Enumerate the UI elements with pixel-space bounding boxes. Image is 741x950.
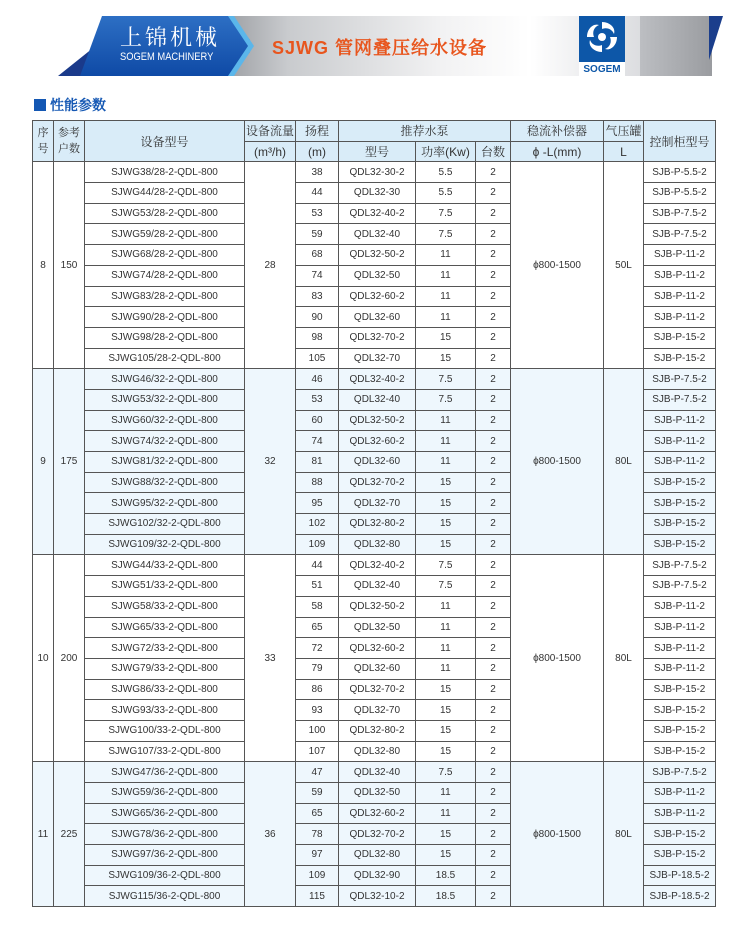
cell-cabinet: SJB-P-11-2 bbox=[644, 452, 716, 473]
header-tank-unit: L bbox=[604, 141, 644, 162]
cell-pump-model: QDL32-50 bbox=[339, 265, 416, 286]
cell-head: 47 bbox=[296, 762, 339, 783]
cell-cabinet: SJB-P-11-2 bbox=[644, 265, 716, 286]
cell-cabinet: SJB-P-15-2 bbox=[644, 472, 716, 493]
group-8 bbox=[33, 162, 716, 369]
cell-tank: 80L bbox=[604, 369, 644, 555]
cell-cabinet: SJB-P-5.5-2 bbox=[644, 162, 716, 183]
cell-head: 65 bbox=[296, 617, 339, 638]
cell-pump-model: QDL32-60 bbox=[339, 452, 416, 473]
cell-pump-model: QDL32-50 bbox=[339, 783, 416, 804]
cell-cabinet: SJB-P-11-2 bbox=[644, 596, 716, 617]
cell-head: 100 bbox=[296, 720, 339, 741]
cell-pump-power: 15 bbox=[416, 679, 476, 700]
cell-pump-model: QDL32-40 bbox=[339, 576, 416, 597]
cell-pump-model: QDL32-40-2 bbox=[339, 369, 416, 390]
cell-pump-model: QDL32-50-2 bbox=[339, 410, 416, 431]
table-row bbox=[33, 369, 716, 390]
cell-cabinet: SJB-P-7.5-2 bbox=[644, 762, 716, 783]
cell-pump-count: 2 bbox=[476, 389, 511, 410]
cell-head: 53 bbox=[296, 203, 339, 224]
cell-pump-count: 2 bbox=[476, 183, 511, 204]
cell-pump-model: QDL32-50-2 bbox=[339, 596, 416, 617]
cell-pump-count: 2 bbox=[476, 472, 511, 493]
cell-pump-model: QDL32-70-2 bbox=[339, 472, 416, 493]
cell-model: SJWG44/28-2-QDL-800 bbox=[85, 183, 245, 204]
cell-model: SJWG38/28-2-QDL-800 bbox=[85, 162, 245, 183]
cell-cabinet: SJB-P-7.5-2 bbox=[644, 203, 716, 224]
cell-pump-power: 15 bbox=[416, 700, 476, 721]
cell-model: SJWG93/33-2-QDL-800 bbox=[85, 700, 245, 721]
cell-pump-model: QDL32-80-2 bbox=[339, 720, 416, 741]
cell-pump-power: 11 bbox=[416, 617, 476, 638]
cell-model: SJWG47/36-2-QDL-800 bbox=[85, 762, 245, 783]
cell-head: 90 bbox=[296, 307, 339, 328]
cell-seq: 11 bbox=[33, 762, 54, 907]
cell-head: 105 bbox=[296, 348, 339, 369]
cell-pump-power: 5.5 bbox=[416, 162, 476, 183]
cell-cabinet: SJB-P-7.5-2 bbox=[644, 389, 716, 410]
cell-pump-model: QDL32-50-2 bbox=[339, 245, 416, 266]
cell-model: SJWG74/28-2-QDL-800 bbox=[85, 265, 245, 286]
cell-pump-power: 11 bbox=[416, 803, 476, 824]
cell-pump-power: 7.5 bbox=[416, 224, 476, 245]
cell-pump-model: QDL32-10-2 bbox=[339, 886, 416, 907]
cell-pump-power: 7.5 bbox=[416, 555, 476, 576]
cell-cabinet: SJB-P-11-2 bbox=[644, 431, 716, 452]
cell-pump-power: 7.5 bbox=[416, 762, 476, 783]
cell-pump-model: QDL32-40 bbox=[339, 762, 416, 783]
cell-pump-count: 2 bbox=[476, 514, 511, 535]
cell-pump-count: 2 bbox=[476, 679, 511, 700]
cell-model: SJWG83/28-2-QDL-800 bbox=[85, 286, 245, 307]
company-logo bbox=[579, 16, 625, 78]
cell-compensator: ϕ800-1500 bbox=[511, 555, 604, 762]
cell-pump-power: 15 bbox=[416, 824, 476, 845]
cell-pump-power: 15 bbox=[416, 348, 476, 369]
cell-model: SJWG51/33-2-QDL-800 bbox=[85, 576, 245, 597]
cell-pump-power: 5.5 bbox=[416, 183, 476, 204]
cell-cabinet: SJB-P-11-2 bbox=[644, 410, 716, 431]
cell-model: SJWG100/33-2-QDL-800 bbox=[85, 720, 245, 741]
cell-pump-count: 2 bbox=[476, 576, 511, 597]
header-compensator-unit: ϕ -L(mm) bbox=[511, 141, 604, 162]
cell-cabinet: SJB-P-7.5-2 bbox=[644, 555, 716, 576]
header-pump-count: 台数 bbox=[476, 141, 511, 162]
cell-pump-count: 2 bbox=[476, 307, 511, 328]
cell-head: 51 bbox=[296, 576, 339, 597]
cell-pump-power: 11 bbox=[416, 410, 476, 431]
cell-cabinet: SJB-P-15-2 bbox=[644, 679, 716, 700]
product-title: SJWG 管网叠压给水设备 bbox=[272, 38, 488, 58]
cell-model: SJWG102/32-2-QDL-800 bbox=[85, 514, 245, 535]
cell-cabinet: SJB-P-11-2 bbox=[644, 286, 716, 307]
header-seq: 序号 bbox=[33, 121, 54, 162]
cell-model: SJWG53/32-2-QDL-800 bbox=[85, 389, 245, 410]
cell-pump-model: QDL32-40 bbox=[339, 224, 416, 245]
cell-pump-power: 11 bbox=[416, 265, 476, 286]
cell-pump-count: 2 bbox=[476, 762, 511, 783]
cell-pump-model: QDL32-70 bbox=[339, 700, 416, 721]
cell-pump-model: QDL32-70 bbox=[339, 493, 416, 514]
cell-pump-power: 7.5 bbox=[416, 576, 476, 597]
cell-model: SJWG81/32-2-QDL-800 bbox=[85, 452, 245, 473]
cell-pump-power: 11 bbox=[416, 596, 476, 617]
table-row bbox=[33, 555, 716, 576]
cell-model: SJWG65/36-2-QDL-800 bbox=[85, 803, 245, 824]
cell-cabinet: SJB-P-15-2 bbox=[644, 741, 716, 762]
cell-tank: 80L bbox=[604, 555, 644, 762]
cell-pump-power: 15 bbox=[416, 720, 476, 741]
header-head-unit: (m) bbox=[296, 141, 339, 162]
cell-pump-power: 11 bbox=[416, 307, 476, 328]
cell-model: SJWG79/33-2-QDL-800 bbox=[85, 658, 245, 679]
cell-cabinet: SJB-P-11-2 bbox=[644, 617, 716, 638]
cell-head: 44 bbox=[296, 555, 339, 576]
cell-cabinet: SJB-P-15-2 bbox=[644, 700, 716, 721]
cell-pump-model: QDL32-80-2 bbox=[339, 514, 416, 535]
table-row bbox=[33, 162, 716, 183]
cell-pump-count: 2 bbox=[476, 824, 511, 845]
cell-pump-model: QDL32-60-2 bbox=[339, 803, 416, 824]
cell-flow: 32 bbox=[245, 369, 296, 555]
cell-cabinet: SJB-P-15-2 bbox=[644, 720, 716, 741]
cell-pump-power: 18.5 bbox=[416, 865, 476, 886]
cell-pump-count: 2 bbox=[476, 803, 511, 824]
cell-head: 74 bbox=[296, 265, 339, 286]
cell-cabinet: SJB-P-7.5-2 bbox=[644, 224, 716, 245]
cell-pump-power: 11 bbox=[416, 638, 476, 659]
cell-head: 72 bbox=[296, 638, 339, 659]
cell-cabinet: SJB-P-7.5-2 bbox=[644, 369, 716, 390]
cell-pump-count: 2 bbox=[476, 617, 511, 638]
cell-tank: 50L bbox=[604, 162, 644, 369]
cell-pump-count: 2 bbox=[476, 493, 511, 514]
cell-cabinet: SJB-P-18.5-2 bbox=[644, 865, 716, 886]
cell-pump-model: QDL32-60 bbox=[339, 307, 416, 328]
cell-head: 59 bbox=[296, 783, 339, 804]
cell-pump-count: 2 bbox=[476, 741, 511, 762]
cell-model: SJWG53/28-2-QDL-800 bbox=[85, 203, 245, 224]
cell-head: 86 bbox=[296, 679, 339, 700]
cell-model: SJWG95/32-2-QDL-800 bbox=[85, 493, 245, 514]
cell-model: SJWG98/28-2-QDL-800 bbox=[85, 327, 245, 348]
group-9 bbox=[33, 369, 716, 555]
cell-compensator: ϕ800-1500 bbox=[511, 162, 604, 369]
cell-pump-count: 2 bbox=[476, 783, 511, 804]
cell-model: SJWG44/33-2-QDL-800 bbox=[85, 555, 245, 576]
cell-cabinet: SJB-P-11-2 bbox=[644, 307, 716, 328]
cell-pump-power: 15 bbox=[416, 534, 476, 555]
cell-head: 109 bbox=[296, 865, 339, 886]
cell-pump-power: 15 bbox=[416, 514, 476, 535]
group-10 bbox=[33, 555, 716, 762]
cell-pump-power: 7.5 bbox=[416, 203, 476, 224]
cell-pump-power: 7.5 bbox=[416, 369, 476, 390]
cell-pump-model: QDL32-60-2 bbox=[339, 286, 416, 307]
cell-pump-model: QDL32-80 bbox=[339, 534, 416, 555]
cell-head: 58 bbox=[296, 596, 339, 617]
cell-pump-power: 7.5 bbox=[416, 389, 476, 410]
cell-head: 95 bbox=[296, 493, 339, 514]
cell-pump-power: 15 bbox=[416, 741, 476, 762]
cell-pump-count: 2 bbox=[476, 700, 511, 721]
cell-cabinet: SJB-P-18.5-2 bbox=[644, 886, 716, 907]
cell-pump-count: 2 bbox=[476, 245, 511, 266]
cell-pump-model: QDL32-70-2 bbox=[339, 679, 416, 700]
cell-flow: 28 bbox=[245, 162, 296, 369]
cell-pump-count: 2 bbox=[476, 596, 511, 617]
cell-pump-model: QDL32-80 bbox=[339, 845, 416, 866]
cell-cabinet: SJB-P-5.5-2 bbox=[644, 183, 716, 204]
banner-background-right bbox=[640, 16, 712, 76]
header-flow: 设备流量 bbox=[245, 121, 296, 142]
cell-cabinet: SJB-P-15-2 bbox=[644, 514, 716, 535]
cell-head: 93 bbox=[296, 700, 339, 721]
cell-model: SJWG60/32-2-QDL-800 bbox=[85, 410, 245, 431]
cell-pump-model: QDL32-60-2 bbox=[339, 431, 416, 452]
cell-pump-power: 11 bbox=[416, 452, 476, 473]
logo-wordmark: SOGEM bbox=[579, 62, 625, 78]
cell-model: SJWG97/36-2-QDL-800 bbox=[85, 845, 245, 866]
cell-seq: 10 bbox=[33, 555, 54, 762]
header-banner bbox=[50, 13, 710, 79]
cell-model: SJWG109/36-2-QDL-800 bbox=[85, 865, 245, 886]
cell-model: SJWG58/33-2-QDL-800 bbox=[85, 596, 245, 617]
header-flow-unit: (m³/h) bbox=[245, 141, 296, 162]
cell-pump-power: 15 bbox=[416, 845, 476, 866]
cell-cabinet: SJB-P-11-2 bbox=[644, 245, 716, 266]
brand-name-cn: 上锦机械 bbox=[120, 25, 221, 50]
header-cabinet: 控制柜型号 bbox=[644, 121, 716, 162]
cell-pump-power: 11 bbox=[416, 431, 476, 452]
cell-pump-model: QDL32-40 bbox=[339, 389, 416, 410]
header-head: 扬程 bbox=[296, 121, 339, 142]
cell-pump-model: QDL32-70-2 bbox=[339, 824, 416, 845]
cell-cabinet: SJB-P-15-2 bbox=[644, 824, 716, 845]
cell-model: SJWG46/32-2-QDL-800 bbox=[85, 369, 245, 390]
header-pump-model: 型号 bbox=[339, 141, 416, 162]
cell-pump-power: 18.5 bbox=[416, 886, 476, 907]
cell-head: 107 bbox=[296, 741, 339, 762]
cell-head: 98 bbox=[296, 327, 339, 348]
cell-pump-count: 2 bbox=[476, 203, 511, 224]
cell-model: SJWG109/32-2-QDL-800 bbox=[85, 534, 245, 555]
cell-model: SJWG107/33-2-QDL-800 bbox=[85, 741, 245, 762]
section-heading bbox=[34, 95, 106, 115]
brand-name-en: SOGEM MACHINERY bbox=[120, 51, 214, 63]
cell-head: 88 bbox=[296, 472, 339, 493]
banner-fold-right bbox=[709, 16, 723, 60]
header-households: 参考户数 bbox=[54, 121, 85, 162]
cell-head: 81 bbox=[296, 452, 339, 473]
cell-pump-model: QDL32-40-2 bbox=[339, 555, 416, 576]
cell-pump-model: QDL32-90 bbox=[339, 865, 416, 886]
cell-model: SJWG72/33-2-QDL-800 bbox=[85, 638, 245, 659]
group-11 bbox=[33, 762, 716, 907]
cell-seq: 9 bbox=[33, 369, 54, 555]
cell-model: SJWG88/32-2-QDL-800 bbox=[85, 472, 245, 493]
cell-cabinet: SJB-P-11-2 bbox=[644, 658, 716, 679]
cell-compensator: ϕ800-1500 bbox=[511, 369, 604, 555]
cell-head: 109 bbox=[296, 534, 339, 555]
cell-pump-count: 2 bbox=[476, 224, 511, 245]
cell-model: SJWG115/36-2-QDL-800 bbox=[85, 886, 245, 907]
table-row bbox=[33, 762, 716, 783]
cell-head: 74 bbox=[296, 431, 339, 452]
cell-pump-count: 2 bbox=[476, 286, 511, 307]
square-bullet-icon bbox=[34, 99, 46, 111]
cell-pump-count: 2 bbox=[476, 865, 511, 886]
cell-cabinet: SJB-P-11-2 bbox=[644, 638, 716, 659]
cell-cabinet: SJB-P-11-2 bbox=[644, 803, 716, 824]
cell-head: 38 bbox=[296, 162, 339, 183]
cell-households: 150 bbox=[54, 162, 85, 369]
cell-pump-model: QDL32-60-2 bbox=[339, 638, 416, 659]
cell-pump-model: QDL32-70 bbox=[339, 348, 416, 369]
cell-flow: 36 bbox=[245, 762, 296, 907]
cell-pump-count: 2 bbox=[476, 369, 511, 390]
cell-head: 44 bbox=[296, 183, 339, 204]
cell-model: SJWG68/28-2-QDL-800 bbox=[85, 245, 245, 266]
cell-pump-power: 11 bbox=[416, 245, 476, 266]
cell-pump-model: QDL32-50 bbox=[339, 617, 416, 638]
cell-cabinet: SJB-P-11-2 bbox=[644, 783, 716, 804]
cell-compensator: ϕ800-1500 bbox=[511, 762, 604, 907]
cell-head: 60 bbox=[296, 410, 339, 431]
cell-pump-model: QDL32-70-2 bbox=[339, 327, 416, 348]
header-pump: 推荐水泵 bbox=[339, 121, 511, 142]
cell-pump-count: 2 bbox=[476, 638, 511, 659]
swirl-logo-icon bbox=[583, 18, 621, 56]
cell-pump-power: 15 bbox=[416, 472, 476, 493]
cell-head: 46 bbox=[296, 369, 339, 390]
cell-model: SJWG86/33-2-QDL-800 bbox=[85, 679, 245, 700]
cell-head: 68 bbox=[296, 245, 339, 266]
cell-cabinet: SJB-P-15-2 bbox=[644, 348, 716, 369]
cell-head: 115 bbox=[296, 886, 339, 907]
cell-pump-count: 2 bbox=[476, 845, 511, 866]
cell-pump-power: 15 bbox=[416, 327, 476, 348]
cell-head: 102 bbox=[296, 514, 339, 535]
cell-pump-model: QDL32-80 bbox=[339, 741, 416, 762]
header-tank: 气压罐 bbox=[604, 121, 644, 142]
cell-model: SJWG105/28-2-QDL-800 bbox=[85, 348, 245, 369]
cell-cabinet: SJB-P-15-2 bbox=[644, 845, 716, 866]
cell-cabinet: SJB-P-15-2 bbox=[644, 493, 716, 514]
cell-pump-count: 2 bbox=[476, 555, 511, 576]
cell-pump-model: QDL32-30-2 bbox=[339, 162, 416, 183]
cell-pump-count: 2 bbox=[476, 348, 511, 369]
cell-head: 97 bbox=[296, 845, 339, 866]
cell-cabinet: SJB-P-7.5-2 bbox=[644, 576, 716, 597]
cell-households: 175 bbox=[54, 369, 85, 555]
cell-flow: 33 bbox=[245, 555, 296, 762]
cell-head: 79 bbox=[296, 658, 339, 679]
cell-pump-count: 2 bbox=[476, 431, 511, 452]
cell-pump-count: 2 bbox=[476, 720, 511, 741]
cell-model: SJWG74/32-2-QDL-800 bbox=[85, 431, 245, 452]
cell-head: 78 bbox=[296, 824, 339, 845]
cell-model: SJWG65/33-2-QDL-800 bbox=[85, 617, 245, 638]
cell-head: 83 bbox=[296, 286, 339, 307]
cell-pump-count: 2 bbox=[476, 886, 511, 907]
cell-pump-power: 11 bbox=[416, 286, 476, 307]
cell-pump-model: QDL32-60 bbox=[339, 658, 416, 679]
cell-pump-power: 11 bbox=[416, 658, 476, 679]
cell-head: 53 bbox=[296, 389, 339, 410]
cell-model: SJWG90/28-2-QDL-800 bbox=[85, 307, 245, 328]
cell-pump-count: 2 bbox=[476, 534, 511, 555]
cell-head: 59 bbox=[296, 224, 339, 245]
cell-pump-count: 2 bbox=[476, 452, 511, 473]
cell-head: 65 bbox=[296, 803, 339, 824]
header-pump-power: 功率(Kw) bbox=[416, 141, 476, 162]
cell-pump-count: 2 bbox=[476, 658, 511, 679]
cell-cabinet: SJB-P-15-2 bbox=[644, 327, 716, 348]
header-model: 设备型号 bbox=[85, 121, 245, 162]
cell-households: 225 bbox=[54, 762, 85, 907]
cell-pump-count: 2 bbox=[476, 265, 511, 286]
section-title: 性能参数 bbox=[50, 97, 106, 113]
cell-tank: 80L bbox=[604, 762, 644, 907]
cell-model: SJWG59/36-2-QDL-800 bbox=[85, 783, 245, 804]
cell-pump-count: 2 bbox=[476, 410, 511, 431]
cell-model: SJWG59/28-2-QDL-800 bbox=[85, 224, 245, 245]
cell-pump-count: 2 bbox=[476, 327, 511, 348]
cell-pump-model: QDL32-40-2 bbox=[339, 203, 416, 224]
cell-pump-power: 15 bbox=[416, 493, 476, 514]
cell-pump-power: 11 bbox=[416, 783, 476, 804]
header-compensator: 稳流补偿器 bbox=[511, 121, 604, 142]
cell-pump-count: 2 bbox=[476, 162, 511, 183]
cell-households: 200 bbox=[54, 555, 85, 762]
cell-cabinet: SJB-P-15-2 bbox=[644, 534, 716, 555]
performance-table bbox=[32, 120, 716, 907]
cell-pump-model: QDL32-30 bbox=[339, 183, 416, 204]
cell-seq: 8 bbox=[33, 162, 54, 369]
cell-model: SJWG78/36-2-QDL-800 bbox=[85, 824, 245, 845]
